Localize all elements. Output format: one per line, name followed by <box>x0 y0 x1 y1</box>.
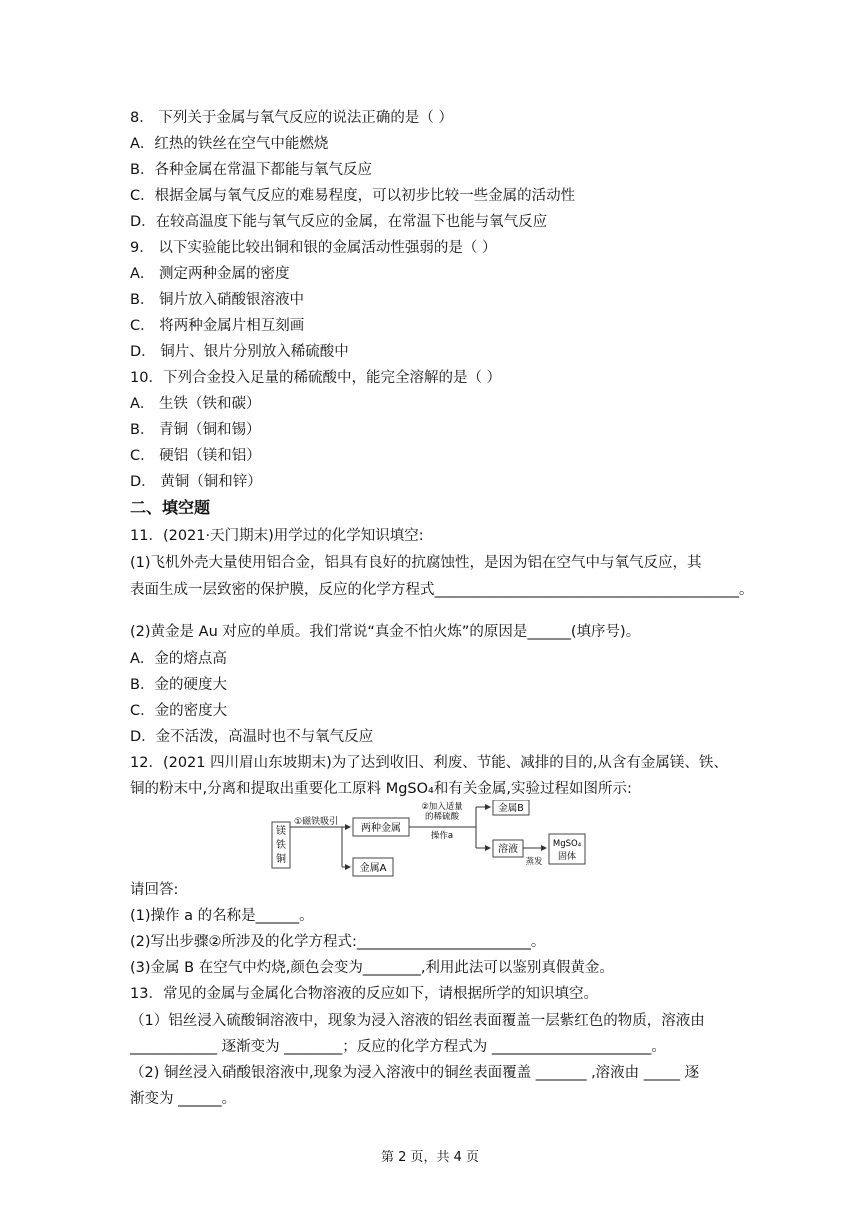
q10-option-b: B． 青铜（铜和锡） <box>130 422 261 438</box>
q9-stem: 9． 以下实验能比较出铜和银的金属活动性强弱的是（ ） <box>130 240 497 256</box>
start-cu: 铜 <box>276 854 286 865</box>
q9-option-c: C． 将两种金属片相互刻画 <box>130 318 305 334</box>
q9-option-d: D． 铜片、银片分别放入稀硫酸中 <box>130 344 349 360</box>
q11-option-c: C．金的密度大 <box>130 703 228 719</box>
q8-option-d: D．在较高温度下能与氧气反应的金属，在常温下也能与氧气反应 <box>130 214 548 230</box>
evaporate-label: 蒸发 <box>525 857 543 867</box>
metal-a-label: 金属A <box>359 863 387 874</box>
step1-label: ①磁铁吸引 <box>294 817 339 827</box>
q12-ask: 请回答: <box>130 882 179 898</box>
q8-option-b: B．各种金属在常温下都能与氧气反应 <box>130 162 372 178</box>
section-heading: 二、填空题 <box>130 498 211 517</box>
q10-option-c: C． 硬铝（镁和铝） <box>130 448 261 464</box>
q11-part1-line1: (1)飞机外壳大量使用铝合金，铝具有良好的抗腐蚀性，是因为铝在空气中与氧气反应，其 <box>130 555 702 571</box>
q10-option-a: A． 生铁（铁和碳） <box>130 396 261 412</box>
q11-option-d: D．金不活泼，高温时也不与氧气反应 <box>130 729 374 745</box>
two-metals-label: 两种金属 <box>361 823 401 834</box>
q11-option-a: A．金的熔点高 <box>130 651 227 667</box>
q11-part2: (2)黄金是 Au 对应的单质。我们常说“真金不怕火炼”的原因是______(填序号)。 <box>130 624 641 640</box>
q13-stem: 13．常见的金属与金属化合物溶液的反应如下，请根据所学的知识填空。 <box>130 986 598 1002</box>
product-label-1: MgSO₄ <box>552 839 582 849</box>
q12-stem-line1: 12．(2021 四川眉山东坡期末)为了达到收旧、利废、节能、减排的目的,从含有金属镁、铁、 <box>130 755 728 771</box>
q8-stem: 8． 下列关于金属与氧气反应的说法正确的是（ ） <box>130 110 453 126</box>
q10-stem: 10．下列合金投入足量的稀硫酸中，能完全溶解的是（ ） <box>130 370 502 386</box>
step2-label-1: ②加入适量 <box>421 802 463 812</box>
q11-stem: 11．(2021·天门期末)用学过的化学知识填空: <box>130 528 424 544</box>
q13-part1-line2: ____________ 逐渐变为 ________；反应的化学方程式为 ______________________。 <box>130 1039 666 1055</box>
q12-sub2: (2)写出步骤②所涉及的化学方程式:________________________。 <box>130 934 546 950</box>
page-footer: 第 2 页，共 4 页 <box>380 1150 480 1165</box>
step2-label-2: 的稀硫酸 <box>424 812 460 822</box>
q13-part1-line1: （1）铝丝浸入硫酸铜溶液中，现象为浸入溶液的铝丝表面覆盖一层紫红色的物质，溶液由 <box>130 1013 705 1029</box>
q12-stem-line2: 铜的粉末中,分离和提取出重要化工原料 MgSO₄和有关金属,实验过程如图所示: <box>130 781 632 797</box>
q11-part1-line2: 表面生成一层致密的保护膜，反应的化学方程式__________________________________________。 <box>130 582 754 598</box>
solution-label: 溶液 <box>498 844 518 855</box>
q8-option-c: C．根据金属与氧气反应的难易程度，可以初步比较一些金属的活动性 <box>130 188 576 204</box>
q8-option-a: A．红热的铁丝在空气中能燃烧 <box>130 136 329 152</box>
q10-option-d: D． 黄铜（铜和锌） <box>130 474 262 490</box>
q13-part2-line1: （2) 铜丝浸入硝酸银溶液中,现象为浸入溶液中的铜丝表面覆盖 _______ ,溶液由 _____ 逐 <box>130 1065 700 1081</box>
q12-flow-diagram <box>270 800 600 882</box>
q12-sub1: (1)操作 a 的名称是______。 <box>130 908 314 924</box>
product-label-2: 固体 <box>557 852 577 862</box>
q9-option-a: A． 测定两种金属的密度 <box>130 266 290 282</box>
op-a-label: 操作a <box>430 831 454 841</box>
q9-option-b: B． 铜片放入硝酸银溶液中 <box>130 292 305 308</box>
q12-sub3: (3)金属 B 在空气中灼烧,颜色会变为________,利用此法可以鉴别真假黄金。 <box>130 960 614 976</box>
start-mg: 镁 <box>276 826 286 837</box>
metal-b-label: 金属B <box>498 803 524 814</box>
start-fe: 铁 <box>276 840 286 851</box>
q13-part2-line2: 渐变为 ______。 <box>130 1091 237 1107</box>
q11-option-b: B．金的硬度大 <box>130 677 227 693</box>
